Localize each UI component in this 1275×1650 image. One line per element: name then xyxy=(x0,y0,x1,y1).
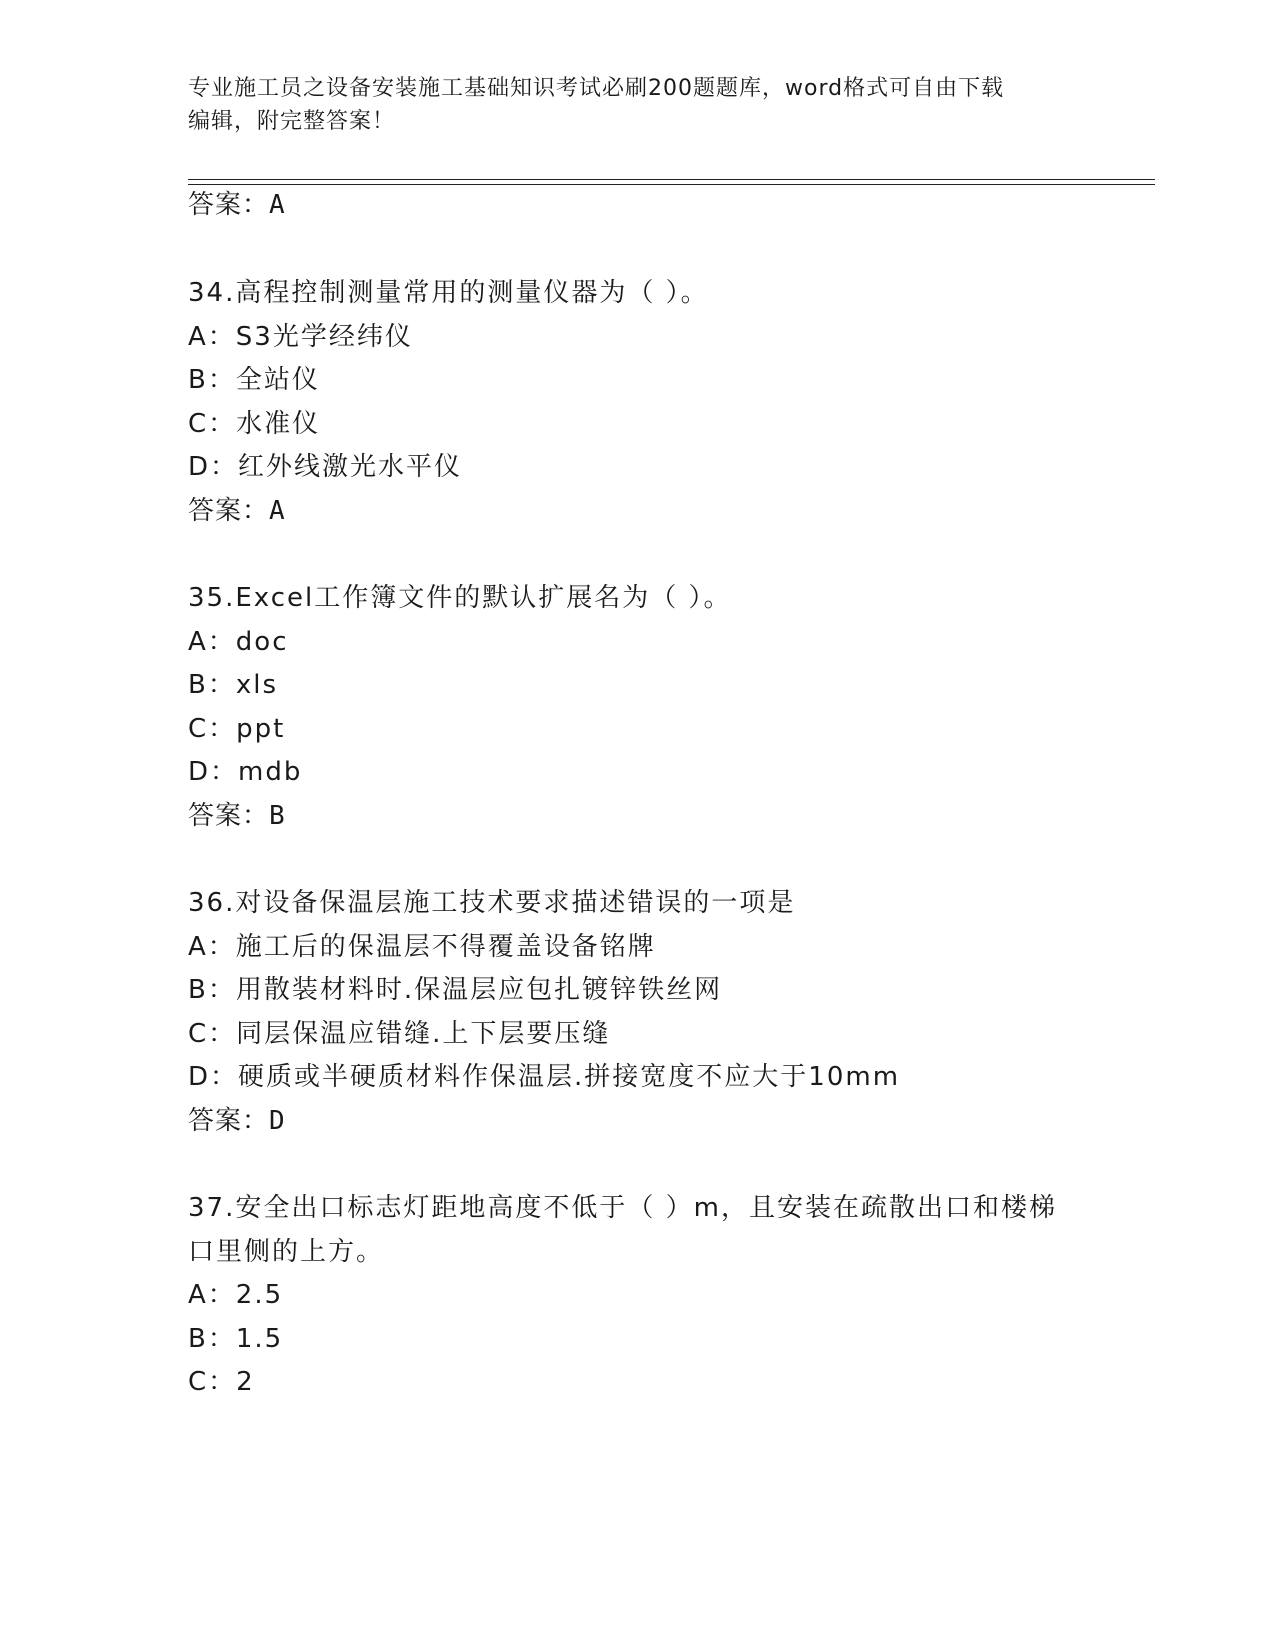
question-stem-37-line-2: 口里侧的上方。 xyxy=(188,1237,385,1267)
option-35-c: C：ppt xyxy=(188,714,286,744)
option-37-c: C：2 xyxy=(188,1367,255,1397)
option-34-d: D：红外线激光水平仪 xyxy=(188,452,463,482)
option-36-c: C：同层保温应错缝.上下层要压缝 xyxy=(188,1019,611,1049)
answer-label: 答案： xyxy=(188,190,270,220)
header-divider-top xyxy=(188,179,1155,180)
option-37-b: B：1.5 xyxy=(188,1324,284,1354)
answer-34 xyxy=(188,490,286,527)
answer-35 xyxy=(188,795,286,832)
option-36-b: B：用散装材料时.保温层应包扎镀锌铁丝网 xyxy=(188,975,723,1005)
header-line-1: 专业施工员之设备安装施工基础知识考试必刷200题题库，word格式可自由下载 xyxy=(188,76,1005,101)
prev-answer xyxy=(188,184,286,221)
option-34-b: B：全站仪 xyxy=(188,365,320,395)
option-35-d: D：mdb xyxy=(188,757,303,787)
answer-value: A xyxy=(269,190,286,220)
answer-value: D xyxy=(269,1106,286,1136)
document-header xyxy=(188,72,1068,138)
question-stem-36: 36.对设备保温层施工技术要求描述错误的一项是 xyxy=(188,888,796,918)
option-37-a: A：2.5 xyxy=(188,1280,284,1310)
option-34-c: C：水准仪 xyxy=(188,409,321,439)
header-divider-bottom xyxy=(188,184,1155,185)
answer-value: B xyxy=(269,801,286,831)
option-36-d: D：硬质或半硬质材料作保温层.拼接宽度不应大于10mm xyxy=(188,1062,901,1092)
answer-value: A xyxy=(269,496,286,526)
answer-36 xyxy=(188,1100,286,1137)
option-34-a: A：S3光学经纬仪 xyxy=(188,322,413,352)
question-stem-37-line-1: 37.安全出口标志灯距地高度不低于（ ）m，且安装在疏散出口和楼梯 xyxy=(188,1193,1057,1223)
answer-label: 答案： xyxy=(188,801,270,831)
option-35-b: B：xls xyxy=(188,670,278,700)
option-35-a: A：doc xyxy=(188,627,289,657)
question-stem-34: 34.高程控制测量常用的测量仪器为（ ）。 xyxy=(188,278,709,308)
header-line-2: 编辑，附完整答案！ xyxy=(188,109,396,134)
answer-label: 答案： xyxy=(188,496,270,526)
option-36-a: A：施工后的保温层不得覆盖设备铭牌 xyxy=(188,932,656,962)
question-stem-35: 35.Excel工作簿文件的默认扩展名为（ ）。 xyxy=(188,583,732,613)
answer-label: 答案： xyxy=(188,1106,270,1136)
